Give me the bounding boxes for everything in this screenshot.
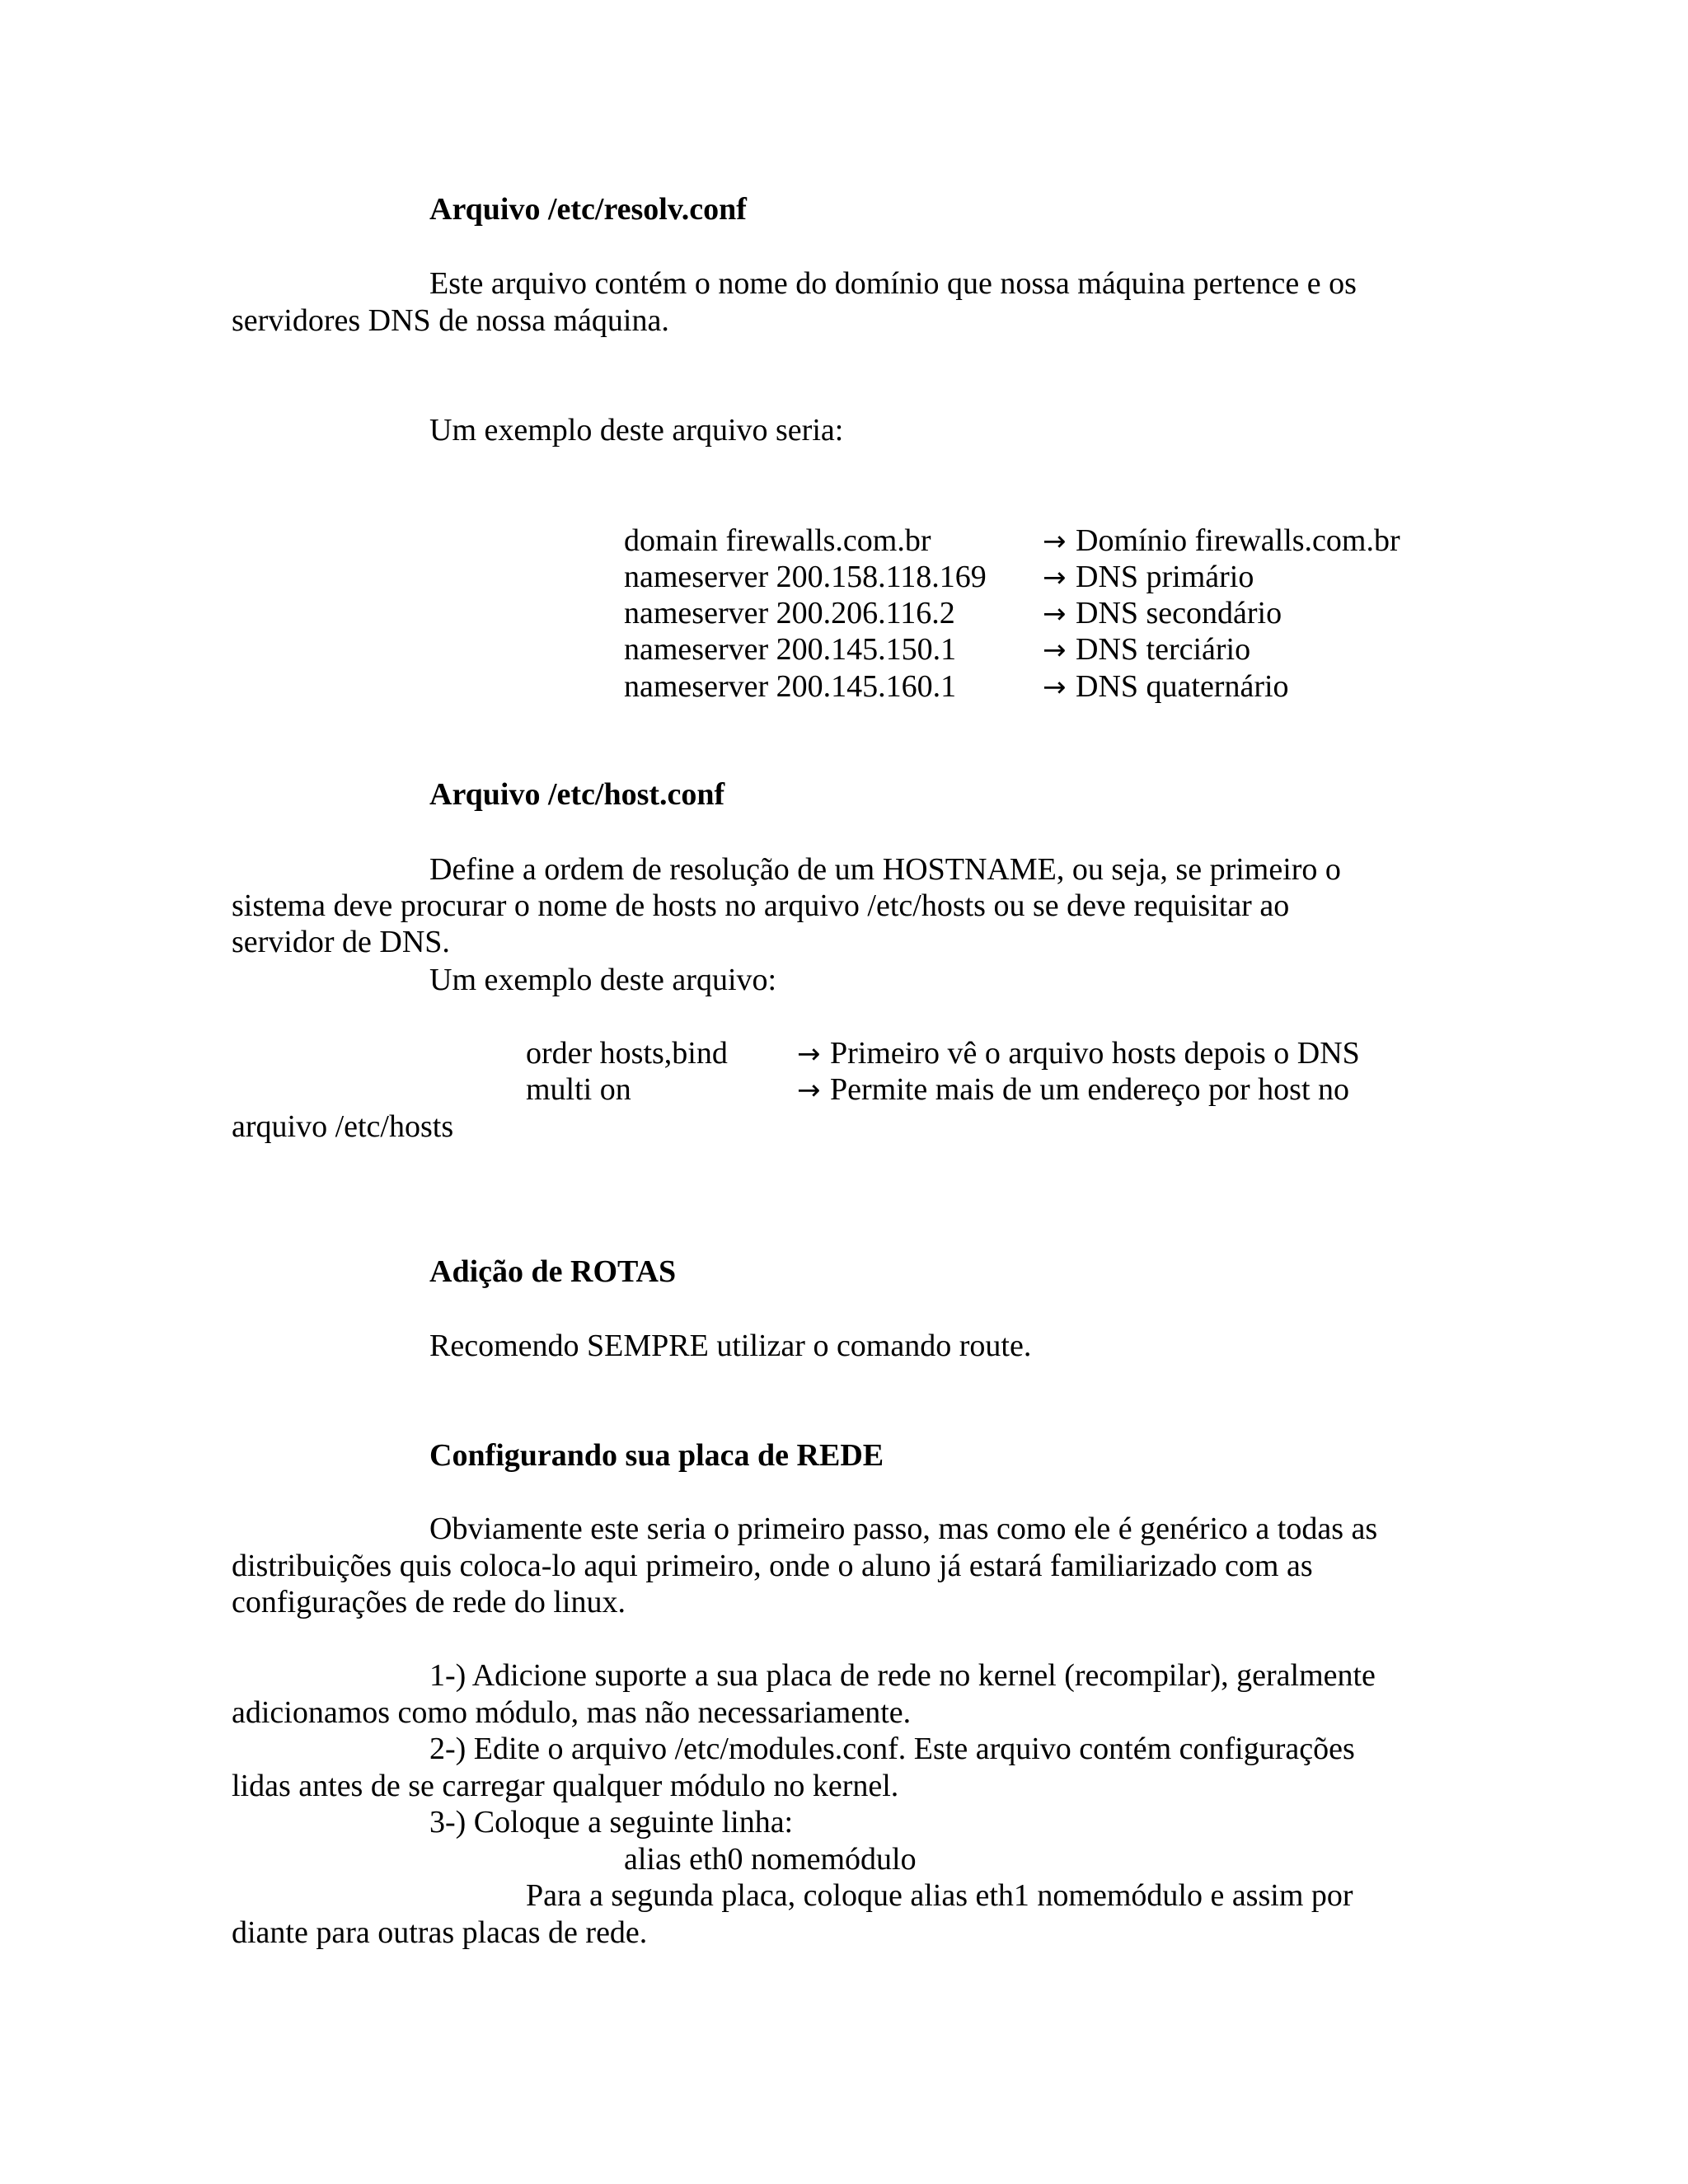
example-intro: Um exemplo deste arquivo:: [429, 963, 777, 997]
paragraph-line: arquivo /etc/hosts: [232, 1109, 454, 1144]
step-line: 2-) Edite o arquivo /etc/modules.conf. Este arquivo contém configurações: [429, 1732, 1355, 1766]
config-line-desc: → DNS secondário: [1043, 596, 1282, 630]
arrow-right-icon: →: [797, 1074, 821, 1107]
paragraph-line: Recomendo SEMPRE utilizar o comando route.: [429, 1329, 1032, 1363]
step-line: 3-) Coloque a seguinte linha:: [429, 1805, 794, 1840]
example-intro: Um exemplo deste arquivo seria:: [429, 413, 844, 448]
section-heading-resolv: Arquivo /etc/resolv.conf: [429, 192, 747, 227]
paragraph-line: configurações de rede do linux.: [232, 1585, 626, 1619]
config-line-cmd: nameserver 200.206.116.2: [624, 596, 955, 630]
config-line-desc: → Domínio firewalls.com.br: [1043, 523, 1400, 558]
arrow-right-icon: →: [1043, 598, 1067, 630]
section-heading-rede: Configurando sua placa de REDE: [429, 1438, 884, 1473]
config-line-cmd: order hosts,bind: [526, 1036, 728, 1071]
step-line: adicionamos como módulo, mas não necessariamente.: [232, 1695, 912, 1730]
config-line-cmd: multi on: [526, 1072, 631, 1107]
paragraph-line: diante para outras placas de rede.: [232, 1915, 648, 1950]
paragraph-line: servidores DNS de nossa máquina.: [232, 303, 669, 338]
config-line-desc: → Permite mais de um endereço por host no: [797, 1072, 1350, 1107]
section-heading-host: Arquivo /etc/host.conf: [429, 777, 725, 812]
paragraph-line: Obviamente este seria o primeiro passo, mas como ele é genérico a todas as: [429, 1511, 1378, 1546]
arrow-right-icon: →: [1043, 561, 1067, 594]
arrow-right-icon: →: [1043, 525, 1067, 558]
paragraph-line: servidor de DNS.: [232, 925, 450, 959]
config-line-desc: → DNS primário: [1043, 560, 1254, 594]
paragraph-line: Define a ordem de resolução de um HOSTNAME, ou seja, se primeiro o: [429, 852, 1341, 887]
config-line-cmd: nameserver 200.158.118.169: [624, 560, 987, 594]
paragraph-line: sistema deve procurar o nome de hosts no arquivo /etc/hosts ou se deve requisitar ao: [232, 888, 1290, 923]
config-line-desc: → Primeiro vê o arquivo hosts depois o DNS: [797, 1036, 1360, 1071]
arrow-right-icon: →: [1043, 671, 1067, 704]
config-line-desc: → DNS quaternário: [1043, 669, 1289, 704]
section-heading-rotas: Adição de ROTAS: [429, 1254, 677, 1289]
paragraph-line: Este arquivo contém o nome do domínio que nossa máquina pertence e os: [429, 266, 1357, 301]
arrow-right-icon: →: [797, 1038, 821, 1071]
config-line-cmd: nameserver 200.145.160.1: [624, 669, 957, 704]
config-line-desc: → DNS terciário: [1043, 632, 1251, 667]
config-line-cmd: alias eth0 nomemódulo: [624, 1842, 917, 1877]
config-line-cmd: nameserver 200.145.150.1: [624, 632, 957, 667]
paragraph-line: Para a segunda placa, coloque alias eth1 nomemódulo e assim por: [526, 1878, 1353, 1913]
config-line-cmd: domain firewalls.com.br: [624, 523, 931, 558]
arrow-right-icon: →: [1043, 634, 1067, 667]
step-line: lidas antes de se carregar qualquer módulo no kernel.: [232, 1769, 899, 1803]
step-line: 1-) Adicione suporte a sua placa de rede no kernel (recompilar), geralmente: [429, 1658, 1376, 1693]
paragraph-line: distribuições quis coloca-lo aqui primeiro, onde o aluno já estará familiarizado com as: [232, 1549, 1313, 1583]
